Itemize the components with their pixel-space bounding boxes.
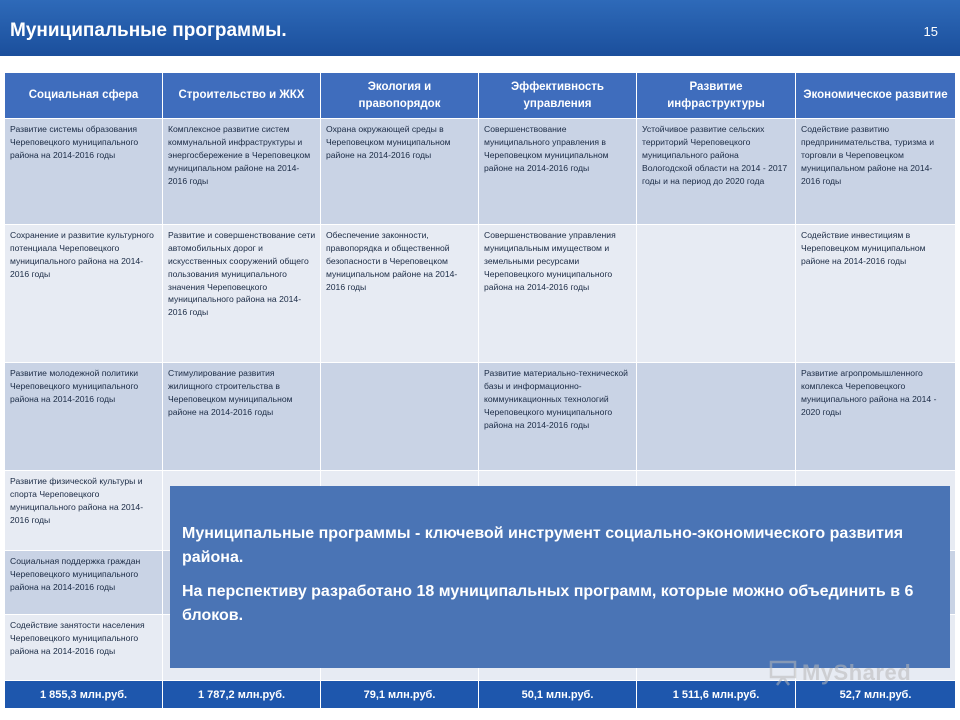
table-row — [5, 363, 956, 471]
table-cell: Содействие развитию предпринимательства, туризма и торговли в Череповецком муниципальном районе на 2014-2016 годы — [796, 119, 956, 225]
table-cell: Обеспечение законности, правопорядка и общественной безопасности в Череповецком муниципальном районе на 2014-2016 годы — [321, 225, 479, 363]
table-cell: Развитие материально-технической базы и информационно-коммуникационных технологий Череповецкого муниципального района на 2014-2016 годы — [479, 363, 637, 471]
total-value: 52,7 млн.руб. — [796, 681, 956, 709]
table-cell: Развитие агропромышленного комплекса Череповецкого муниципального района на 2014 - 2020 годы — [796, 363, 956, 471]
presentation-icon — [768, 659, 798, 687]
table-cell: Комплексное развитие систем коммунальной инфраструктуры и энергосбережение в Череповецком муниципальном районе на 2014-2016 годы — [163, 119, 321, 225]
table-cell — [637, 225, 796, 363]
page-number: 15 — [923, 24, 938, 39]
table-cell: Развитие и совершенствование сети автомобильных дорог и искусственных сооружений общего пользования муниципального значения Череповецкого муниципального района на 2014-2016 годы — [163, 225, 321, 363]
table-cell: Охрана окружающей среды в Череповецком муниципальном районе на 2014-2016 годы — [321, 119, 479, 225]
table-cell: Развитие системы образования Череповецкого муниципального района на 2014-2016 годы — [5, 119, 163, 225]
total-value: 1 511,6 млн.руб. — [637, 681, 796, 709]
column-header: Экономическое развитие — [796, 73, 956, 119]
total-value: 1 787,2 млн.руб. — [163, 681, 321, 709]
table-cell: Сохранение и развитие культурного потенциала Череповецкого муниципального района на 2014-2016 годы — [5, 225, 163, 363]
slide-title: Муниципальные программы. — [10, 20, 287, 41]
table-cell: Устойчивое развитие сельских территорий Череповецкого муниципального района Вологодской области на 2014 - 2017 годы и на период до 2020 года — [637, 119, 796, 225]
table-row — [5, 119, 956, 225]
table-cell: Совершенствование муниципального управления в Череповецком муниципальном районе на 2014-2016 годы — [479, 119, 637, 225]
table-cell: Содействие занятости населения Череповецкого муниципального района на 2014-2016 годы — [5, 615, 163, 681]
table-header-row — [5, 73, 956, 119]
table-cell — [637, 363, 796, 471]
column-header: Эффективность управления — [479, 73, 637, 119]
callout-text-main: Муниципальные программы - ключевой инструмент социально-экономического развития района. — [182, 525, 904, 566]
table-cell: Развитие физической культуры и спорта Череповецкого муниципального района на 2014-2016 годы — [5, 471, 163, 551]
table-cell: Стимулирование развития жилищного строительства в Череповецком муниципальном районе на 2014-2016 годы — [163, 363, 321, 471]
column-header: Экология и правопорядок — [321, 73, 479, 119]
watermark — [768, 658, 911, 688]
table-cell: Социальная поддержка граждан Череповецкого муниципального района на 2014-2016 годы — [5, 551, 163, 615]
column-header: Развитие инфраструктуры — [637, 73, 796, 119]
table-cell — [321, 363, 479, 471]
total-value: 50,1 млн.руб. — [479, 681, 637, 709]
table-cell: Развитие молодежной политики Череповецкого муниципального района на 2014-2016 годы — [5, 363, 163, 471]
slide-header — [0, 0, 960, 56]
callout-box — [170, 486, 950, 668]
table-row — [5, 225, 956, 363]
watermark-text: MyShared — [802, 660, 912, 685]
callout-text-secondary: На перспективу разработано 18 муниципальных программ, которые можно объединить в 6 блоков. — [182, 583, 914, 624]
column-header: Строительство и ЖКХ — [163, 73, 321, 119]
total-value: 1 855,3 млн.руб. — [5, 681, 163, 709]
column-header: Социальная сфера — [5, 73, 163, 119]
table-cell: Содействие инвестициям в Череповецком муниципальном районе на 2014-2016 годы — [796, 225, 956, 363]
total-value: 79,1 млн.руб. — [321, 681, 479, 709]
table-cell: Совершенствование управления муниципальным имуществом и земельными ресурсами Череповецкого муниципального района на 2014-2016 годы — [479, 225, 637, 363]
